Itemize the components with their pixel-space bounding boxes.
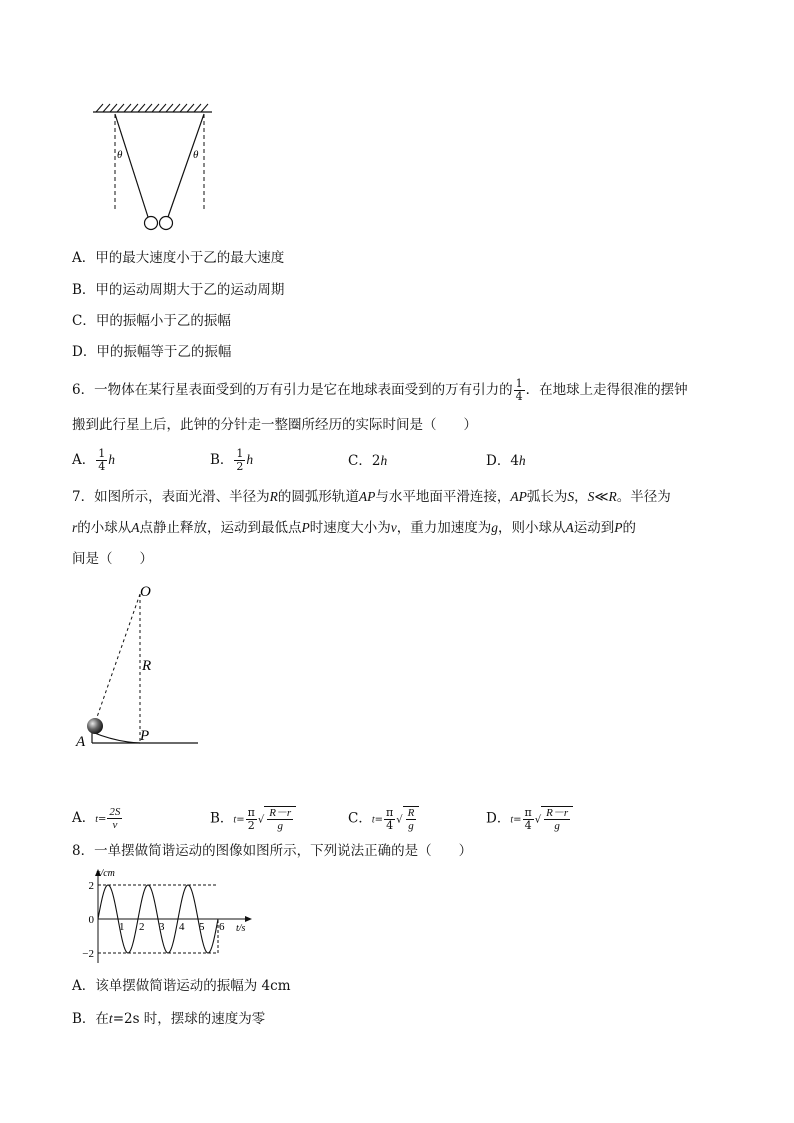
q7-stem-line3: 间是（ ）: [72, 551, 153, 567]
q7-stem-line1: 7．如图所示，表面光滑、半径为R的圆弧形轨道AP与水平地面平滑连接，AP弧长为S，S≪R。半径为: [72, 489, 671, 505]
y-tick-label-1: 0: [88, 914, 94, 926]
x-axis-arrow: [245, 916, 252, 922]
q8-stem: 8．一单摆做简谐运动的图像如图所示，下列说法正确的是（ ）: [72, 843, 473, 859]
pendulum-figure: [90, 100, 220, 235]
x-tick-label-4: 4: [179, 921, 185, 933]
label-a: A: [76, 734, 86, 750]
q7-option-c: C．t= $\frac{\pi}{4}$ √ $\frac{R}{g}$: [348, 806, 419, 832]
q5-option-d: D．甲的振幅等于乙的振幅: [72, 344, 232, 360]
q6-option-a: A． $\frac{1}{4}$ h: [72, 447, 115, 473]
q6-option-c: C．2h: [348, 453, 388, 469]
q7-stem-line2: r的小球从A点静止释放，运动到最低点P时速度大小为v，重力加速度为g，则小球从A运动到P的: [72, 520, 637, 536]
label-o: O: [140, 584, 151, 600]
x-axis-label: t/s: [236, 923, 246, 934]
arc-track-figure: [72, 580, 207, 750]
x-tick-label-2: 2: [139, 921, 145, 933]
y-axis-label: x/cm: [96, 868, 115, 879]
label-p: P: [140, 728, 150, 744]
bob-yi: [160, 217, 173, 230]
shm-chart: [72, 866, 262, 966]
bob-jia: [145, 217, 158, 230]
q6-option-d: D．4h: [486, 453, 526, 469]
theta-left-label: θ: [117, 149, 123, 161]
x-tick-label-3: 3: [159, 921, 165, 933]
q8-option-b: B．在t=2s 时，摆球的速度为零: [72, 1011, 266, 1027]
q6-fraction: $\frac{1}{4}$: [515, 377, 523, 403]
q5-option-a: A．甲的最大速度小于乙的最大速度: [72, 250, 285, 266]
x-tick-label-1: 1: [119, 921, 125, 933]
q7-option-d: D．t= $\frac{\pi}{4}$ √ $\frac{R-r}{g}$: [486, 806, 573, 832]
q5-option-c: C．甲的振幅小于乙的振幅: [72, 313, 231, 329]
q7-option-a: A．t= $\frac{2S}{v}$: [72, 806, 121, 831]
q8-option-a: A．该单摆做简谐运动的振幅为 4cm: [72, 978, 291, 994]
q5-option-b: B．甲的运动周期大于乙的运动周期: [72, 282, 285, 298]
x-tick-label-6: 6: [219, 921, 225, 933]
y-tick-label-2: −2: [82, 948, 94, 960]
theta-right-label: θ: [193, 149, 199, 161]
label-r: R: [142, 658, 152, 674]
q7-option-b: B．t= $\frac{\pi}{2}$ √ $\frac{R-r}{g}$: [210, 806, 296, 832]
y-tick-label-0: 2: [88, 880, 94, 892]
q6-stem-line1: 6．一物体在某行星表面受到的万有引力是它在地球表面受到的万有引力的 $\frac{1}{4}$ ．在地球上走得很准的摆钟: [72, 377, 688, 403]
q6-stem-line2: 搬到此行星上后，此钟的分针走一整圈所经历的实际时间是（ ）: [72, 417, 477, 433]
x-tick-label-5: 5: [199, 921, 205, 933]
q6-option-b: B． $\frac{1}{2}$ h: [210, 447, 254, 473]
ball: [87, 718, 103, 734]
